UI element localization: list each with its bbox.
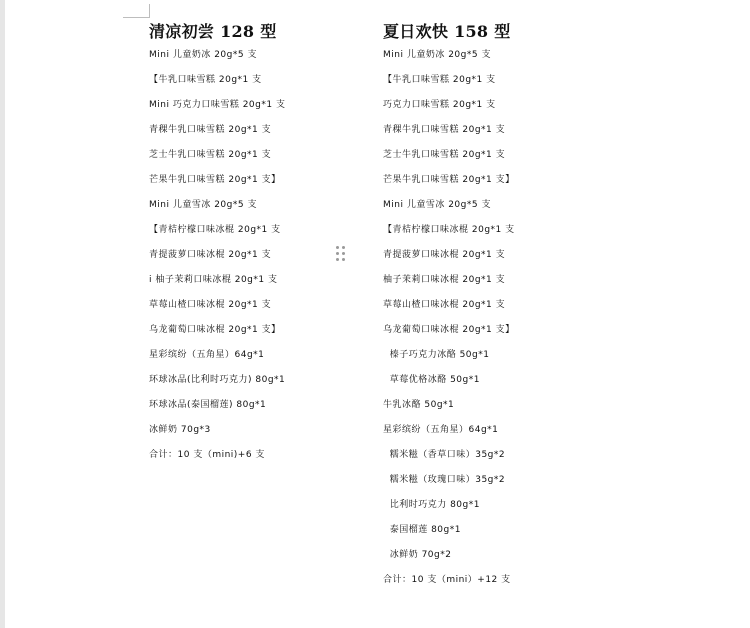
list-item: 环球冰品(泰国榴莲) 80g*1 — [149, 400, 267, 410]
margin-corner-mark — [123, 17, 149, 18]
list-item: 星彩缤纷（五角星）64g*1 — [149, 350, 265, 360]
package-item-list — [149, 45, 285, 470]
list-item: 草莓优格冰酪 50g*1 — [383, 375, 480, 385]
page-margin-strip — [0, 0, 5, 628]
list-item: 合计：10 支（mini)+6 支 — [149, 450, 265, 460]
list-item: 比利时巧克力 80g*1 — [383, 500, 480, 510]
list-item: 芝士牛乳口味雪糕 20g*1 支 — [149, 150, 272, 160]
list-item: 青稞牛乳口味雪糕 20g*1 支 — [383, 125, 506, 135]
list-item: 榛子巧克力冰酪 50g*1 — [383, 350, 490, 360]
list-item: 巧克力口味雪糕 20g*1 支 — [383, 100, 496, 110]
list-item: Mini 儿童奶冰 20g*5 支 — [383, 50, 491, 60]
list-item: 星彩缤纷（五角星）64g*1 — [383, 425, 499, 435]
list-item: 【青桔柠檬口味冰棍 20g*1 支 — [383, 225, 515, 235]
list-item: 【青桔柠檬口味冰棍 20g*1 支 — [149, 225, 281, 235]
list-item: 草莓山楂口味冰棍 20g*1 支 — [383, 300, 506, 310]
package-column-158 — [383, 19, 515, 595]
list-item: 冰鲜奶 70g*2 — [383, 550, 452, 560]
list-item: 糯米糍（玫瑰口味）35g*2 — [383, 475, 506, 485]
list-item: 合计：10 支（mini）+12 支 — [383, 575, 511, 585]
list-item: 泰国榴莲 80g*1 — [383, 525, 461, 535]
list-item: Mini 巧克力口味雪糕 20g*1 支 — [149, 100, 286, 110]
list-item: 糯米糍（香草口味）35g*2 — [383, 450, 506, 460]
list-item: 【牛乳口味雪糕 20g*1 支 — [383, 75, 496, 85]
list-item: 青提菠萝口味冰棍 20g*1 支 — [149, 250, 272, 260]
package-title: 夏日欢快 158 型 — [383, 22, 511, 41]
list-item: 乌龙葡萄口味冰棍 20g*1 支】 — [383, 325, 515, 335]
list-item: i 柚子茉莉口味冰棍 20g*1 支 — [149, 275, 278, 285]
list-item: 冰鲜奶 70g*3 — [149, 425, 211, 435]
list-item: 乌龙葡萄口味冰棍 20g*1 支】 — [149, 325, 281, 335]
list-item: Mini 儿童雪冰 20g*5 支 — [149, 200, 257, 210]
list-item: 柚子茉莉口味冰棍 20g*1 支 — [383, 275, 506, 285]
package-title: 清凉初尝 128 型 — [149, 22, 277, 41]
list-item: 青稞牛乳口味雪糕 20g*1 支 — [149, 125, 272, 135]
list-item: 芝士牛乳口味雪糕 20g*1 支 — [383, 150, 506, 160]
list-item: 环球冰品(比利时巧克力) 80g*1 — [149, 375, 286, 385]
package-column-128 — [149, 19, 285, 470]
list-item: 牛乳冰酪 50g*1 — [383, 400, 455, 410]
drag-handle-icon[interactable] — [336, 246, 348, 264]
margin-corner-mark — [149, 4, 150, 18]
list-item: 芒果牛乳口味雪糕 20g*1 支】 — [149, 175, 281, 185]
list-item: 芒果牛乳口味雪糕 20g*1 支】 — [383, 175, 515, 185]
list-item: Mini 儿童奶冰 20g*5 支 — [149, 50, 257, 60]
list-item: Mini 儿童雪冰 20g*5 支 — [383, 200, 491, 210]
list-item: 草莓山楂口味冰棍 20g*1 支 — [149, 300, 272, 310]
list-item: 青提菠萝口味冰棍 20g*1 支 — [383, 250, 506, 260]
list-item: 【牛乳口味雪糕 20g*1 支 — [149, 75, 262, 85]
package-item-list — [383, 45, 515, 595]
